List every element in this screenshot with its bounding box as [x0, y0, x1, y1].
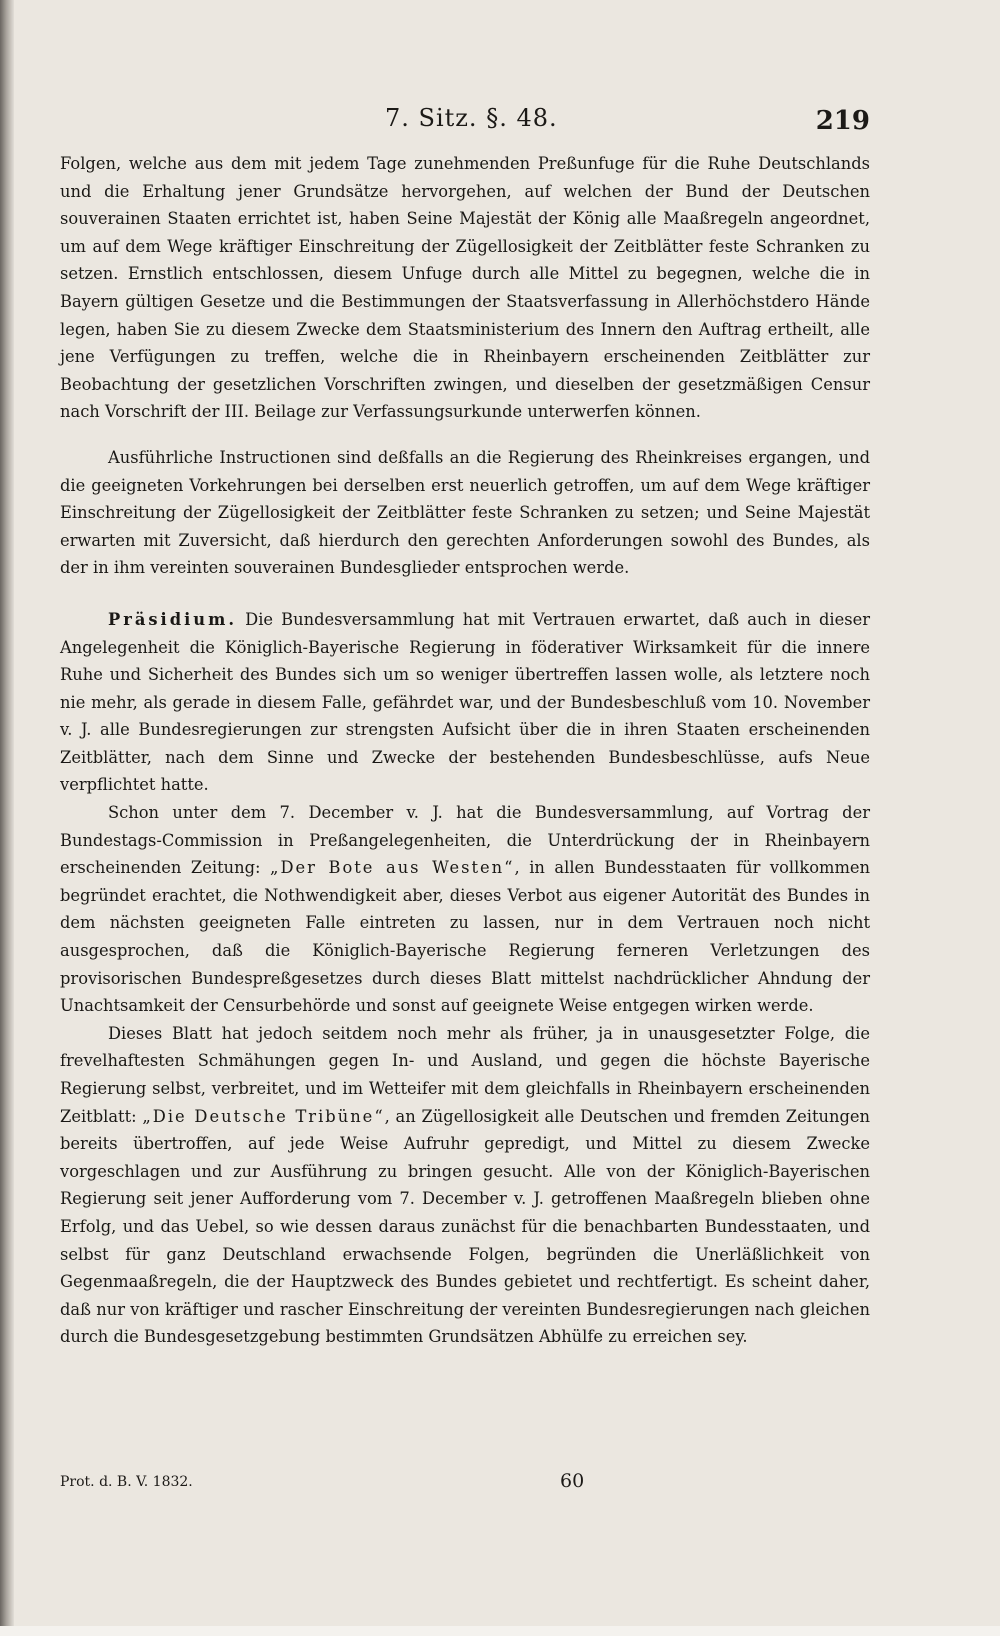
page-bottom-edge: [0, 1626, 1000, 1636]
book-spine-shadow: [0, 0, 14, 1636]
page-body: [60, 150, 870, 1351]
paragraph-4-text-a: Schon unter dem 7. December v. J. hat die Bundesversammlung, auf Vortrag der Bundestags-Commission in Preßangelegenheiten, die Unterdrückung der in Rheinbayern erscheinenden Zeitung:: [60, 803, 870, 878]
newspaper-title-bote: „Der Bote aus Westen“: [270, 858, 515, 878]
paragraph-3: [60, 606, 870, 799]
speaker-label: Präsidium.: [108, 609, 238, 629]
paragraph-4: [60, 799, 870, 1020]
paragraph-4-text-b: , in allen Bundesstaaten für vollkommen begründet erachtet, die Nothwendigkeit aber, dieses Verbot aus eigener Autorität des Bundes in dem nächsten geeigneten Falle eintreten zu lassen, nur in dem Vertrauen noch nicht ausgesprochen, daß die Königlich-Bayerische Regierung ferneren Verletzungen des provisorischen Bundespreßgesetzes durch dieses Blatt mittelst nachdrücklicher Ahndung der Unachtsamkeit der Censurbehörde und sonst auf geeignete Weise entgegen wirken werde.: [60, 858, 870, 1016]
running-head: 7. Sitz. §. 48.: [385, 104, 558, 132]
paragraph-5-text-b: , an Zügellosigkeit alle Deutschen und fremden Zeitungen bereits übertroffen, auf jede Weise Aufruhr gepredigt, und Mittel zu diesem Zwecke vorgeschlagen und zur Ausführung zu bringen gesucht. Alle von der Königlich-Bayerischen Regierung seit jener Aufforderung vom 7. December v. J. getroffenen Maaßregeln blieben ohne Erfolg, und das Uebel, so wie dessen daraus zunächst für die benachbarten Bundesstaaten, und selbst für ganz Deutschland erwachsende Folgen, begründen die Unerläßlichkeit von Gegenmaaßregeln, die der Hauptzweck des Bundes gebietet und rechtfertigt. Es scheint daher, daß nur von kräftiger und rascher Einschreitung der vereinten Bundesregierungen nach gleichen durch die Bundesgesetzgebung bestimmten Grundsätzen Abhülfe zu erreichen sey.: [60, 1106, 871, 1347]
paragraph-3-text: Die Bundesversammlung hat mit Vertrauen erwartet, daß auch in dieser Angelegenheit die Königlich-Bayerische Regierung in föderativer Wirksamkeit für die innere Ruhe und Sicherheit des Bundes sich um so weniger übertreffen lassen wolle, als letztere noch nie mehr, als gerade in diesem Falle, gefährdet war, und der Bundesbeschluß vom 10. November v. J. alle Bundesregierungen zur strengsten Aufsicht über die in ihren Staaten erscheinenden Zeitblätter, nach dem Sinne und Zwecke der bestehenden Bundesbeschlüsse, aufs Neue verpflichtet hatte.: [60, 609, 870, 795]
newspaper-title-tribuene: „Die Deutsche Tribüne“: [142, 1106, 385, 1126]
page-number: 219: [815, 106, 870, 136]
sheet-number: 60: [560, 1470, 585, 1492]
paragraph-2: Ausführliche Instructionen sind deßfalls an die Regierung des Rheinkreises ergangen, und die geeigneten Vorkehrungen bei derselben erst neuerlich getroffen, um auf dem Wege kräftiger Einschreitung der Zügellosigkeit der Zeitblätter feste Schranken zu setzen; und Seine Majestät erwarten mit Zuversicht, daß hierdurch den gerechten Anforderungen sowohl des Bundes, als der in ihm vereinten souverainen Bundesglieder entsprochen werde.: [60, 447, 870, 578]
signature-mark: Prot. d. B. V. 1832.: [60, 1474, 193, 1490]
paragraph-1: Folgen, welche aus dem mit jedem Tage zunehmenden Preßunfuge für die Ruhe Deutschlands und die Erhaltung jener Grundsätze hervorgehen, auf welchen der Bund der Deutschen souverainen Staaten errichtet ist, haben Seine Majestät der König alle Maaßregeln angeordnet, um auf dem Wege kräftiger Einschreitung der Zügellosigkeit der Zeitblätter feste Schranken zu setzen. Ernstlich entschlossen, diesem Unfuge durch alle Mittel zu begegnen, welche die in Bayern gültigen Gesetze und die Bestimmungen der Staatsverfassung in Allerhöchstdero Hände legen, haben Sie zu diesem Zwecke dem Staatsministerium des Innern den Auftrag ertheilt, alle jene Verfügungen zu treffen, welche die in Rheinbayern erscheinenden Zeitblätter zur Beobachtung der gesetzlichen Vorschriften zwingen, und dieselben der gesetzmäßigen Censur nach Vorschrift der III. Beilage zur Verfassungsurkunde unterwerfen können.: [60, 154, 870, 422]
paragraph-5-text-a: Dieses Blatt hat jedoch seitdem noch mehr als früher, ja in unausgesetzter Folge, die frevelhaftesten Schmähungen gegen In- und Ausland, und gegen die höchste Bayerische Regierung selbst, verbreitet, und im Wetteifer mit dem gleichfalls in Rheinbayern erscheinenden Zeitblatt:: [60, 1023, 870, 1126]
paragraph-5: [60, 1020, 870, 1351]
